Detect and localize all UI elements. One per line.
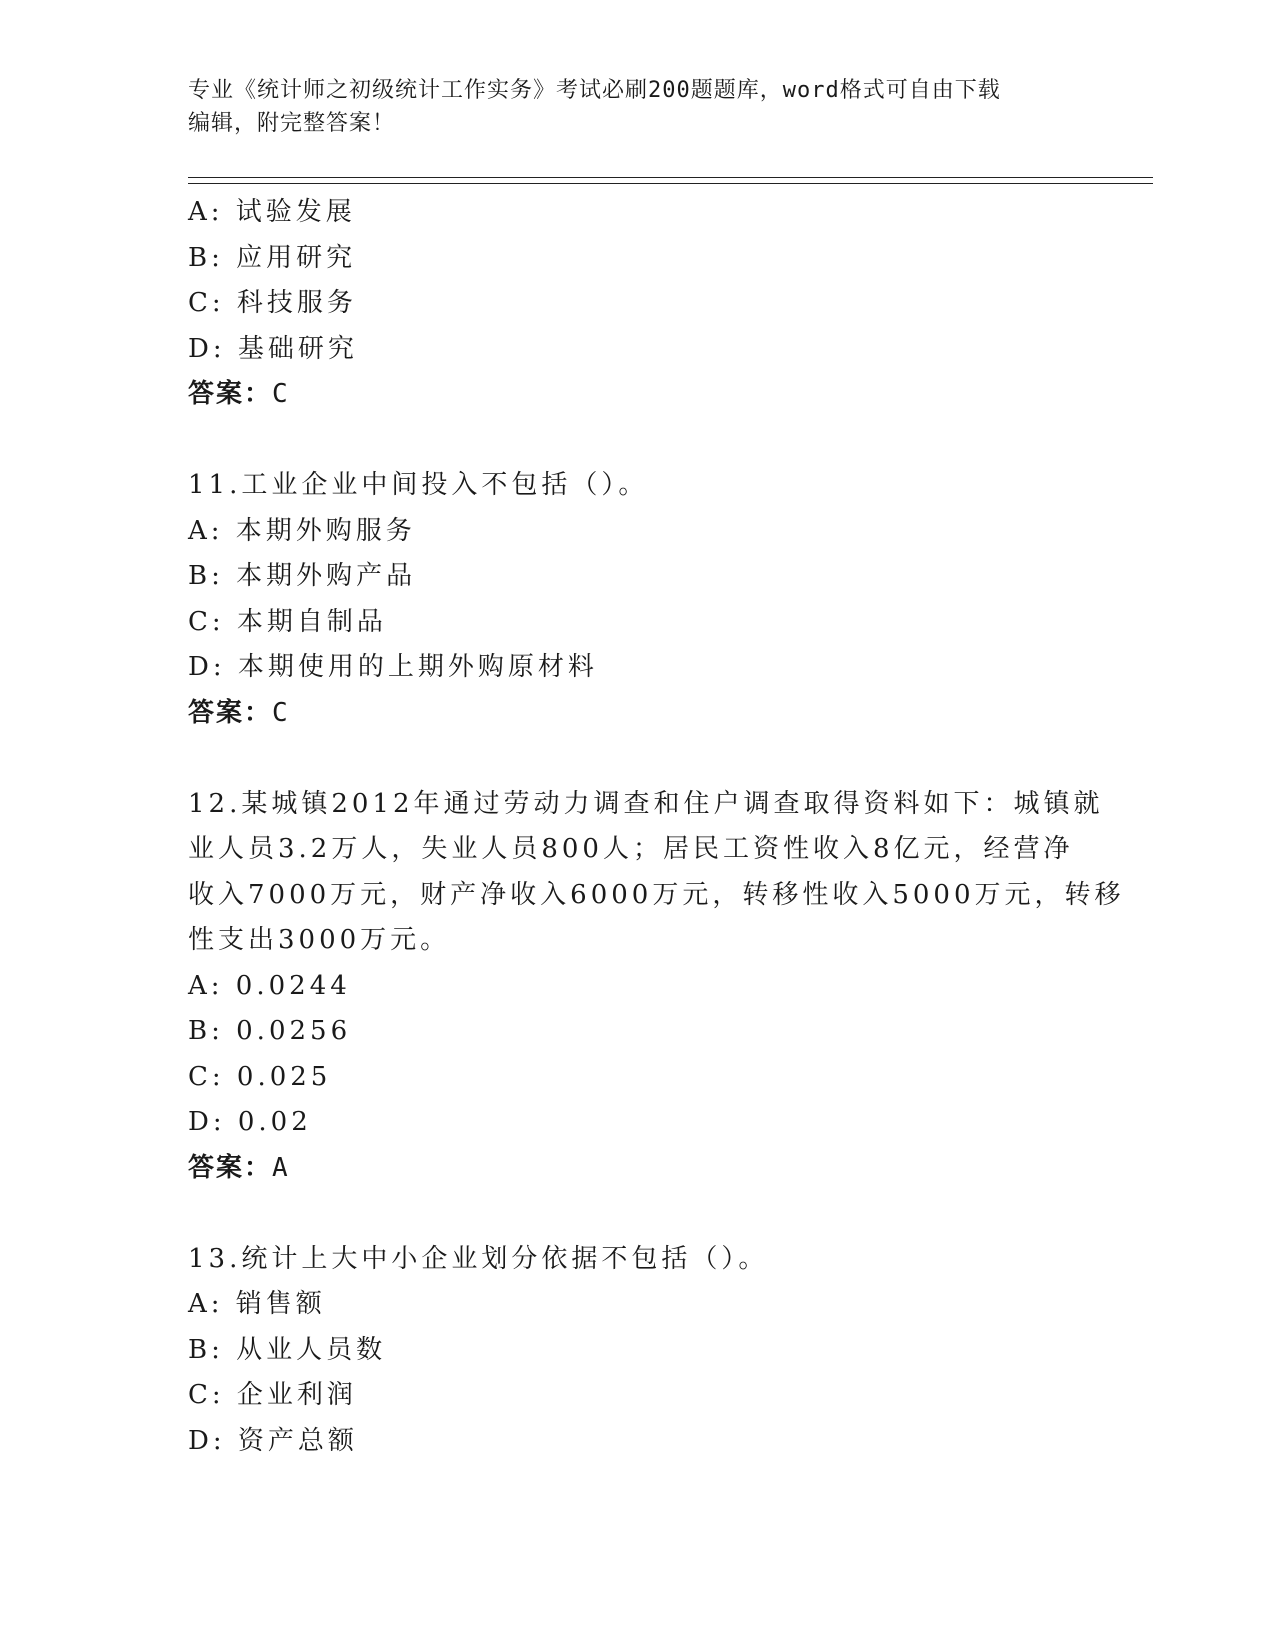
question-stem-line: 性支出3000万元。 <box>188 925 451 955</box>
option-d: D: 资产总额 <box>188 1425 358 1456</box>
spacer <box>188 418 1088 464</box>
question-13-block <box>188 1237 1088 1465</box>
answer-value: C <box>272 379 290 409</box>
option-a: A: 0.0244 <box>188 970 351 1001</box>
answer-label: 答案： <box>188 1152 273 1183</box>
question-stem-line: 收入7000万元，财产净收入6000万元，转移性收入5000万元，转移 <box>188 879 1125 910</box>
option-b: B: 本期外购产品 <box>188 561 417 591</box>
question-stem: 11.工业企业中间投入不包括（）。 <box>188 470 649 500</box>
answer-line <box>188 372 1088 418</box>
header-line-1: 专业《统计师之初级统计工作实务》考试必刷200题题库，word格式可自由下载 <box>188 78 1001 103</box>
document-header <box>188 74 1088 140</box>
header-rule-bottom <box>188 183 1153 184</box>
option-d: D: 本期使用的上期外购原材料 <box>188 652 598 682</box>
header-line-2: 编辑，附完整答案！ <box>188 111 396 136</box>
answer-label: 答案： <box>188 697 273 728</box>
answer-line <box>188 691 1088 737</box>
option-b: B: 从业人员数 <box>188 1334 387 1365</box>
question-12-block <box>188 782 1125 1192</box>
question-content <box>188 190 1125 1464</box>
option-a: A: 本期外购服务 <box>188 515 416 546</box>
answer-value: A <box>272 1152 290 1183</box>
option-a: A: 试验发展 <box>188 197 356 227</box>
option-a: A: 销售额 <box>188 1289 326 1319</box>
spacer <box>188 1191 1088 1237</box>
answer-label: 答案： <box>188 379 273 409</box>
option-c: C: 0.025 <box>188 1061 332 1092</box>
option-b: B: 应用研究 <box>188 242 357 273</box>
option-b: B: 0.0256 <box>188 1016 352 1046</box>
question-11-block <box>188 463 1088 736</box>
prev-question-block <box>188 190 1088 418</box>
option-c: C: 科技服务 <box>188 288 357 318</box>
answer-line <box>188 1146 1088 1192</box>
question-stem-line: 业人员3.2万人，失业人员800人；居民工资性收入8亿元，经营净 <box>188 834 1074 864</box>
header-rule-top <box>188 177 1153 178</box>
question-stem: 13.统计上大中小企业划分依据不包括（）。 <box>188 1243 769 1274</box>
question-stem-line: 12.某城镇2012年通过劳动力调查和住户调查取得资料如下：城镇就 <box>188 788 1104 819</box>
option-c: C: 企业利润 <box>188 1380 357 1410</box>
spacer <box>188 736 1088 782</box>
answer-value: C <box>272 697 290 728</box>
option-c: C: 本期自制品 <box>188 606 387 637</box>
option-d: D: 0.02 <box>188 1107 312 1137</box>
option-d: D: 基础研究 <box>188 333 358 364</box>
